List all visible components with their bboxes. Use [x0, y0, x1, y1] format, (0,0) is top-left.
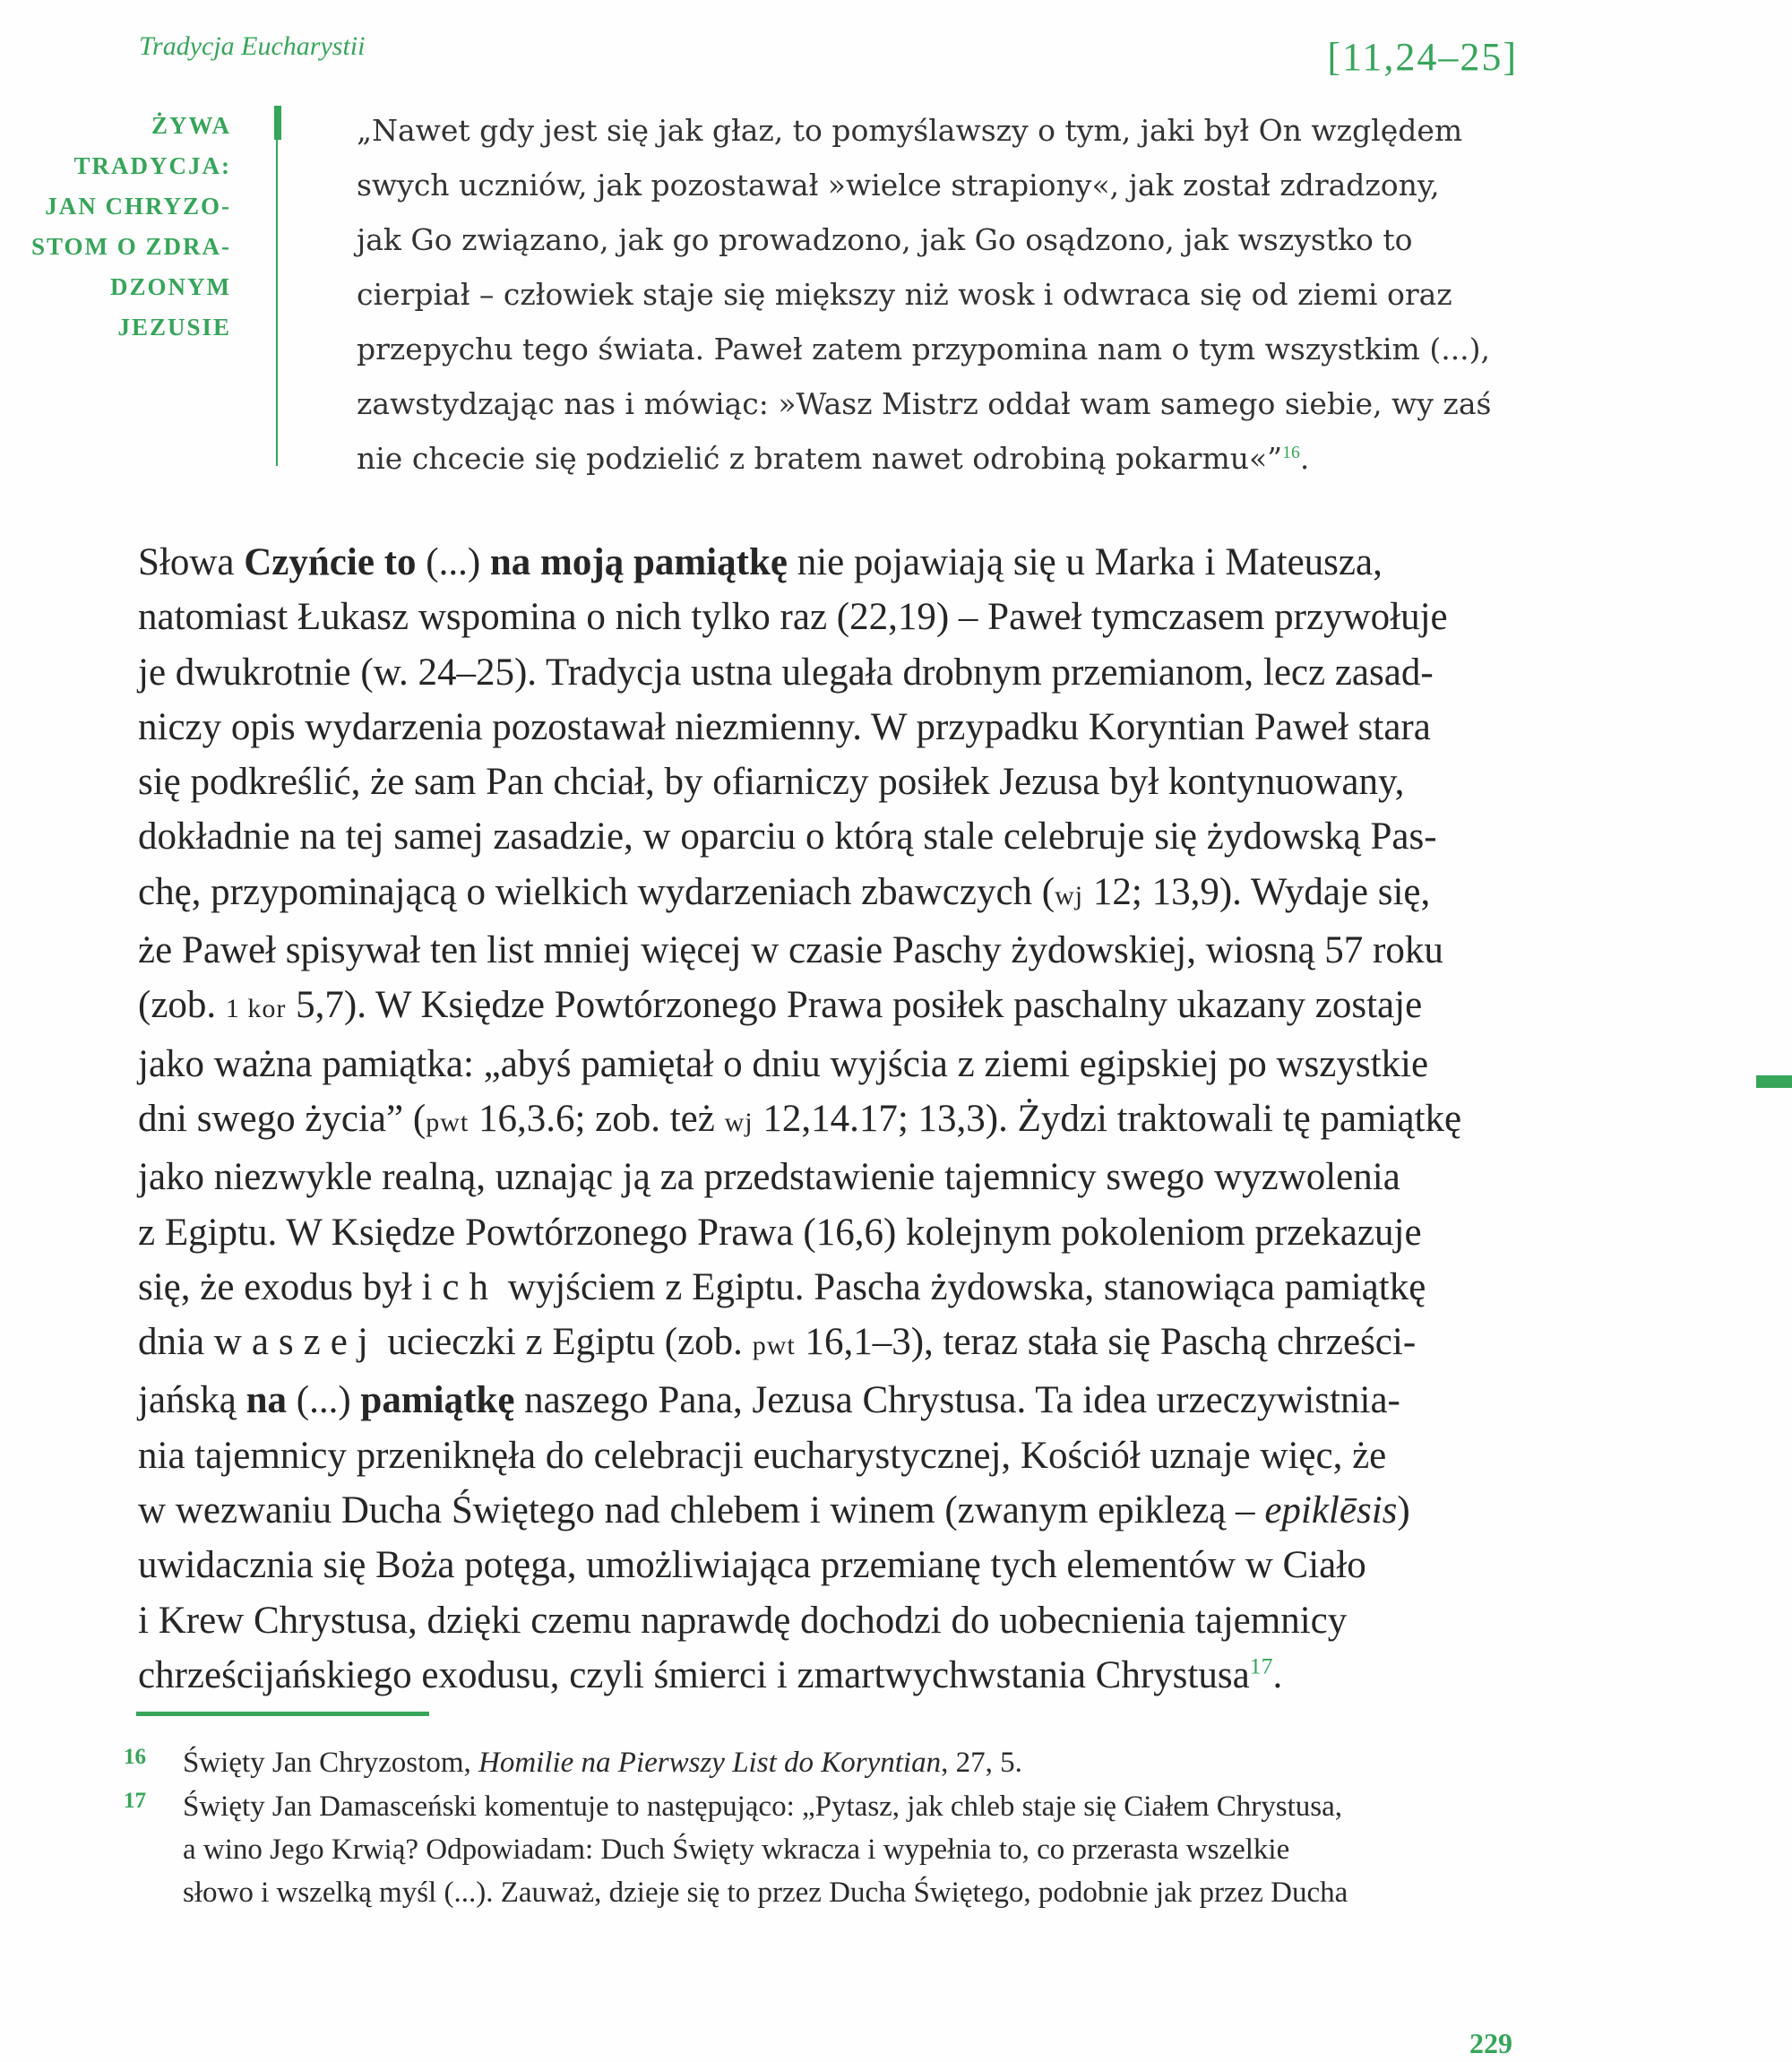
- book-abbrev: pwt: [752, 1331, 796, 1361]
- text: dnia: [138, 1321, 214, 1364]
- body-line: [138, 1483, 1522, 1538]
- quote-line: [357, 431, 1495, 486]
- quote-rule-accent: [274, 106, 281, 140]
- footnote-line: Święty Jan Damasceński komentuje to następująco: „Pytasz, jak chleb staje się Ciałem Chrystusa,: [183, 1790, 1343, 1823]
- running-title: Tradycja Eucharystii: [139, 31, 366, 61]
- text: chrześcijańskiego exodusu, czyli śmierci i zmartwychwstania Chrystusa: [138, 1653, 1250, 1696]
- footnote-line: słowo i wszelką myśl (...). Zauważ, dzieje się to przez Ducha Świętego, podobnie jak przez Ducha: [183, 1877, 1348, 1909]
- footnote-number: 17: [124, 1789, 146, 1813]
- footnote-16: [124, 1741, 1521, 1784]
- body-line: [138, 1260, 1522, 1315]
- text: naszego Pana, Jezusa Chrystusa. Ta idea urzeczywistnia-: [514, 1379, 1400, 1422]
- marginal-note-line: STOM O ZDRA-: [30, 233, 231, 260]
- marginal-note-line: JEZUSIE: [117, 314, 231, 341]
- text: Słowa: [138, 541, 245, 583]
- text: ): [1397, 1489, 1410, 1532]
- thumb-tab: [1756, 1075, 1792, 1088]
- text: 5,7). W Księdze Powtórzonego Prawa posiłek paschalny ukazany zostaje: [286, 984, 1423, 1027]
- marginal-note-line: JAN CHRYZO-: [45, 193, 231, 220]
- marginal-note-line: ŻYWA: [151, 112, 231, 139]
- body-line: [138, 1091, 1522, 1150]
- text: ucieczki z Egiptu (zob.: [377, 1321, 753, 1364]
- body-line: [138, 1373, 1522, 1428]
- text: , 27, 5.: [941, 1747, 1022, 1779]
- quote-line: zawstydzając nas i mówiąc: »Wasz Mistrz oddał wam samego siebie, wy zaś: [357, 386, 1492, 421]
- text: 12,14.17; 13,3). Żydzi traktowali tę pamiątkę: [753, 1097, 1462, 1140]
- text: 12; 13,9). Wydaje się,: [1083, 870, 1431, 913]
- body-line: [138, 535, 1522, 590]
- text: chę, przypominającą o wielkich wydarzeniach zbawczych (: [138, 870, 1055, 913]
- body-text: [138, 535, 1522, 1703]
- footnote-line: a wino Jego Krwią? Odpowiadam: Duch Święty wkracza i wypełnia to, co przerasta wszelkie: [183, 1833, 1290, 1866]
- quote-line: „Nawet gdy jest się jak głaz, to pomyślawszy o tym, jaki był On względem: [357, 113, 1463, 148]
- quote-line: swych uczniów, jak pozostawał »wielce strapiony«, jak został zdradzony,: [357, 168, 1440, 203]
- body-line: [138, 1315, 1522, 1373]
- body-line: i Krew Chrystusa, dzięki czemu naprawdę dochodzi do uobecnienia tajemnicy: [138, 1599, 1348, 1642]
- text: (...): [416, 541, 490, 583]
- page-number: 229: [1469, 2027, 1512, 2059]
- quote-end: .: [1299, 441, 1310, 476]
- body-line: [138, 1648, 1522, 1703]
- footnote-ref-16[interactable]: 16: [1282, 443, 1300, 462]
- block-quote: [357, 103, 1495, 486]
- book-abbrev: wj: [724, 1107, 754, 1137]
- body-line: jako niezwykle realną, uznając ją za przedstawienie tajemnicy swego wyzwolenia: [138, 1156, 1400, 1199]
- text: 16,3.6; zob. też: [469, 1097, 725, 1140]
- verse-reference: [11,24–25]: [1327, 35, 1518, 79]
- bold-phrase: Czyńcie to: [244, 541, 417, 583]
- body-line: że Paweł spisywał ten list mniej więcej w czasie Paschy żydowskiej, wiosną 57 roku: [138, 929, 1443, 972]
- body-line: jako ważna pamiątka: „abyś pamiętał o dniu wyjścia z ziemi egipskiej po wszystkie: [138, 1042, 1429, 1085]
- footnote-ref-17[interactable]: 17: [1249, 1652, 1273, 1679]
- quote-line: cierpiał – człowiek staje się miększy niż wosk i odwraca się od ziemi oraz: [357, 277, 1452, 312]
- footnote-number: 16: [124, 1745, 146, 1769]
- text: się, że exodus był: [138, 1265, 422, 1308]
- quote-line: jak Go związano, jak go prowadzono, jak Go osądzono, jak wszystko to: [357, 222, 1413, 257]
- quote-text: nie chcecie się podzielić z bratem nawet odrobiną pokarmu«”: [357, 441, 1283, 476]
- book-abbrev: 1 kor: [225, 994, 287, 1024]
- text: wyjściem z Egiptu. Pascha żydowska, stanowiąca pamiątkę: [498, 1265, 1426, 1308]
- spaced-emphasis: waszej: [213, 1321, 378, 1364]
- bold-phrase: pamiątkę: [360, 1379, 515, 1422]
- body-line: natomiast Łukasz wspomina o nich tylko raz (22,19) – Paweł tymczasem przywołuje: [138, 596, 1448, 639]
- text: (zob.: [138, 984, 226, 1027]
- quote-line: przepychu tego świata. Paweł zatem przypomina nam o tym wszystkim (...),: [357, 332, 1491, 367]
- work-title: Homilie na Pierwszy List do Koryntian: [478, 1747, 942, 1779]
- text: 16,1–3), teraz stała się Paschą chrześci-: [795, 1321, 1417, 1364]
- bold-phrase: na: [246, 1379, 288, 1422]
- body-line: się podkreślić, że sam Pan chciał, by ofiarniczy posiłek Jezusa był kontynuowany,: [138, 761, 1405, 804]
- book-abbrev: pwt: [426, 1107, 470, 1137]
- body-line: z Egiptu. W Księdze Powtórzonego Prawa (16,6) kolejnym pokoleniom przekazuje: [138, 1211, 1422, 1254]
- text: w wezwaniu Ducha Świętego nad chlebem i winem (zwanym epiklezą –: [138, 1489, 1265, 1532]
- quote-rule: [276, 106, 278, 466]
- italic-term: epiklēsis: [1264, 1489, 1398, 1532]
- body-line: [138, 865, 1522, 923]
- text: .: [1272, 1653, 1283, 1696]
- text: (...): [287, 1379, 361, 1422]
- marginal-note-line: TRADYCJA:: [73, 152, 231, 179]
- body-line: niczy opis wydarzenia pozostawał niezmienny. W przypadku Koryntian Paweł stara: [138, 705, 1431, 748]
- body-line: uwidacznia się Boża potęga, umożliwiająca przemianę tych elementów w Ciało: [138, 1544, 1366, 1587]
- book-abbrev: wj: [1055, 880, 1084, 910]
- text: jańską: [138, 1379, 246, 1422]
- marginal-note-line: DZONYM: [110, 273, 231, 300]
- body-line: je dwukrotnie (w. 24–25). Tradycja ustna ulegała drobnym przemianom, lecz zasad-: [138, 651, 1434, 694]
- footnote-separator: [136, 1712, 429, 1716]
- text: nie pojawiają się u Marka i Mateusza,: [787, 541, 1383, 583]
- footnote-17: [124, 1785, 1521, 1914]
- footnote-line: [183, 1741, 1521, 1784]
- spaced-emphasis: ich: [421, 1265, 498, 1308]
- body-line: [138, 978, 1522, 1036]
- body-line: nia tajemnicy przeniknęła do celebracji eucharystycznej, Kościół uznaje więc, że: [138, 1434, 1387, 1477]
- marginal-note: [0, 106, 231, 348]
- body-line: dokładnie na tej samej zasadzie, w oparciu o którą stale celebruje się żydowską Pas-: [138, 815, 1437, 858]
- bold-phrase: na moją pamiątkę: [489, 541, 788, 583]
- text: Święty Jan Chryzostom,: [183, 1747, 478, 1779]
- text: dni swego życia” (: [138, 1097, 426, 1140]
